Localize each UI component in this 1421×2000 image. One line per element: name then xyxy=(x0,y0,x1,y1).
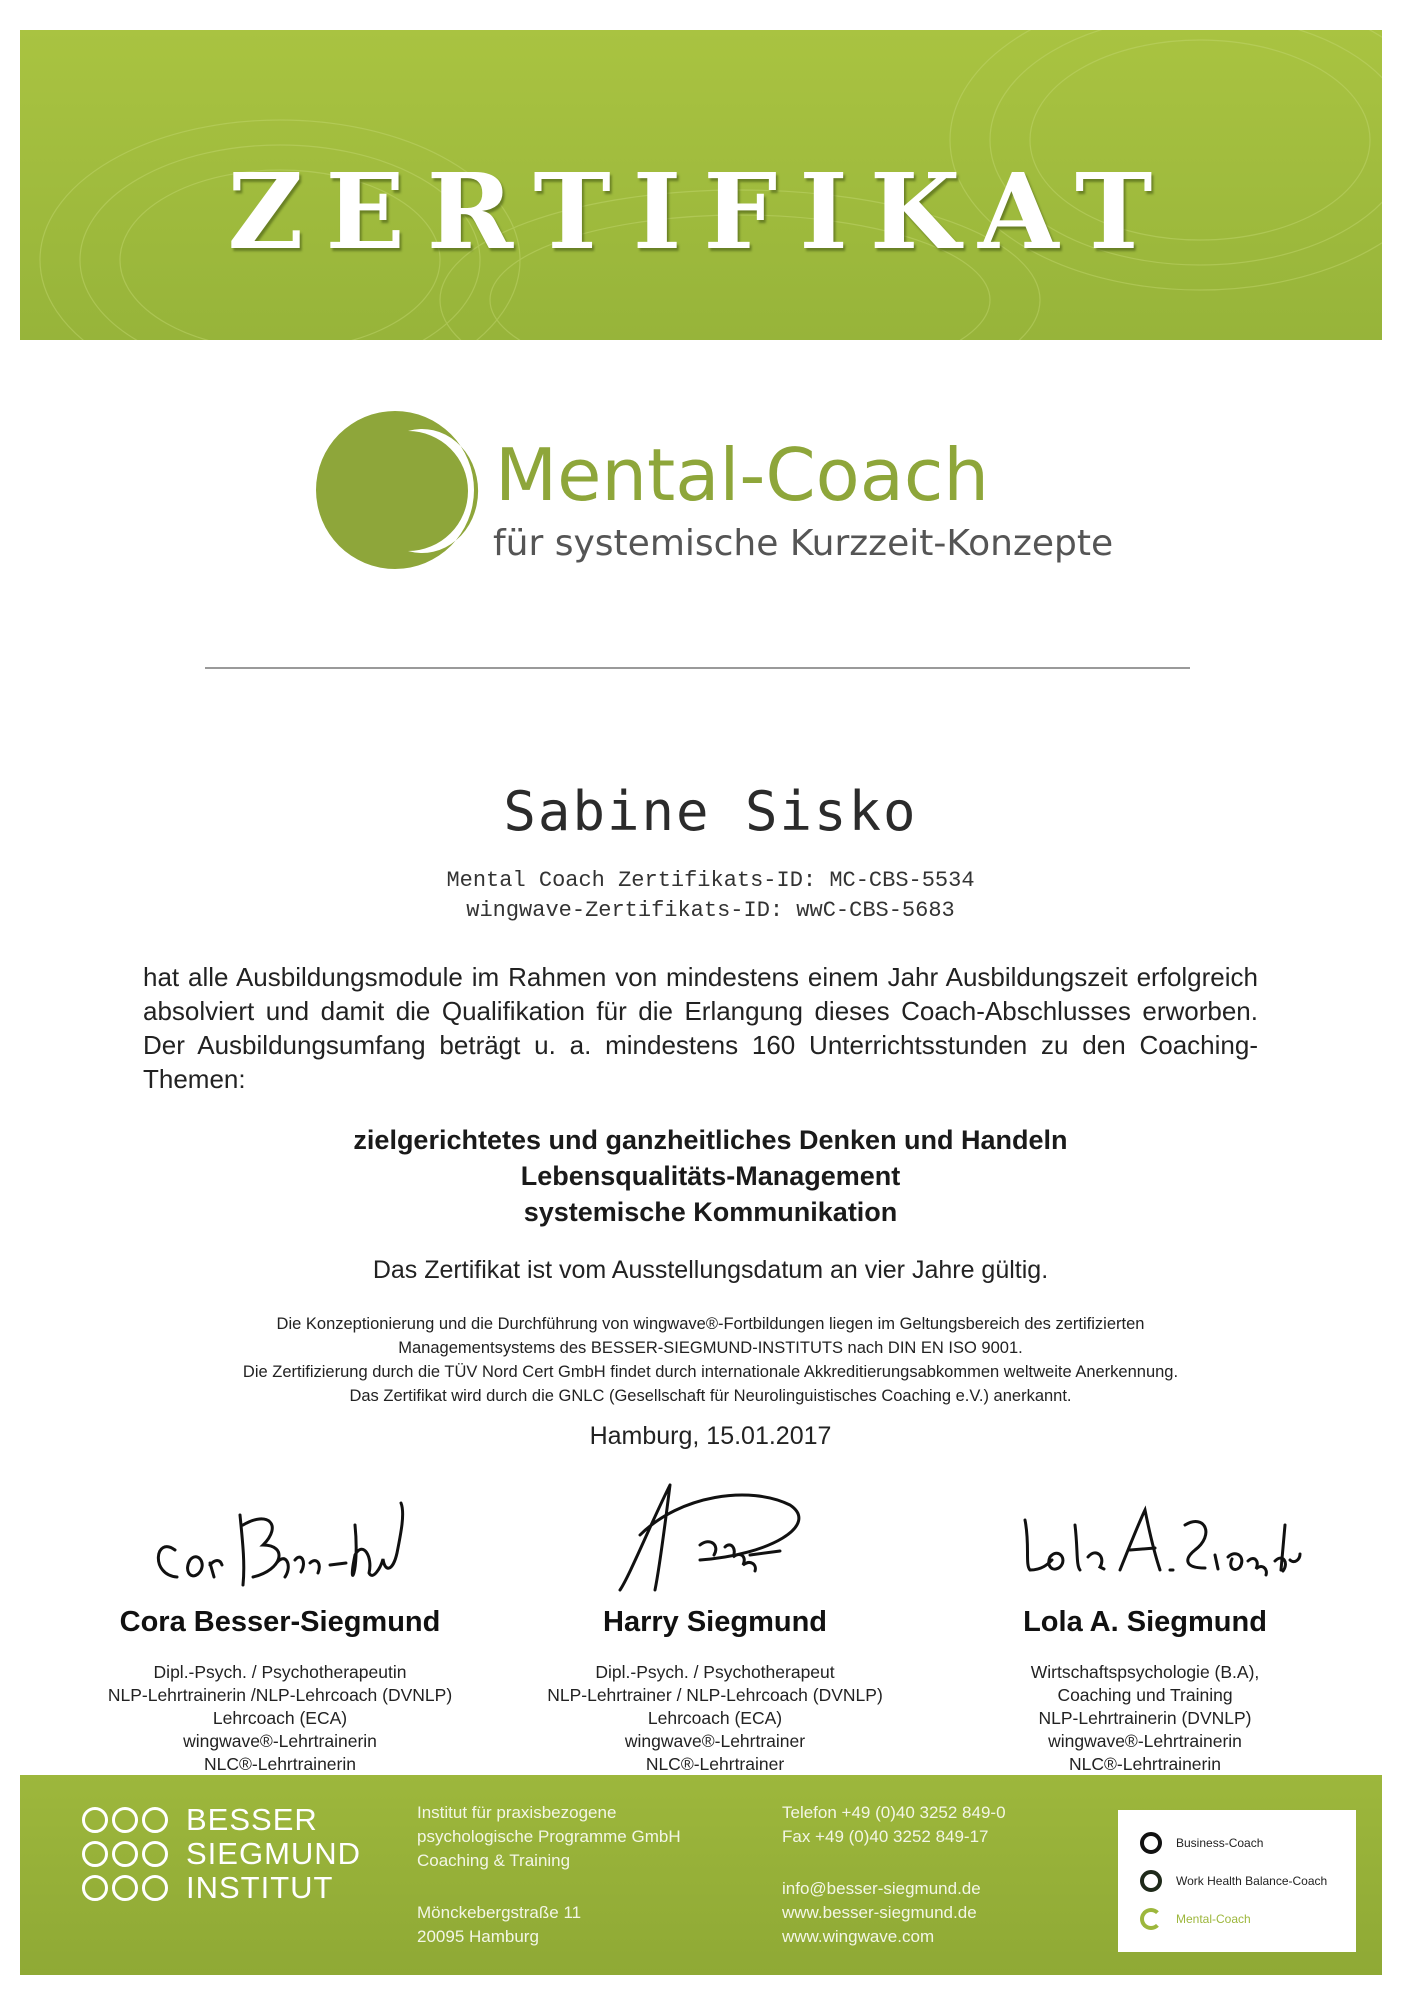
address-line: 20095 Hamburg xyxy=(417,1927,539,1946)
fineprint-line: Die Konzeptionierung und die Durchführung von wingwave®-Fortbildungen liegen im Geltungsbereich des zertifizierten xyxy=(276,1315,1145,1333)
signature-image xyxy=(980,1465,1310,1600)
signer-title-line: Wirtschaftspsychologie (B.A), xyxy=(1030,1662,1260,1682)
rings-icon xyxy=(82,1841,172,1867)
accreditation-fineprint xyxy=(0,1312,1421,1408)
org-line: Institut für praxisbezogene xyxy=(417,1803,617,1822)
validity-note: Das Zertifikat ist vom Ausstellungsdatum an vier Jahre gültig. xyxy=(372,1256,1049,1284)
topic-item: Lebensqualitäts-Management xyxy=(520,1161,901,1191)
mental-coach-id: Mental Coach Zertifikats-ID: MC-CBS-5534 xyxy=(446,868,975,893)
signer-name: Lola A. Siegmund xyxy=(1023,1606,1267,1638)
fax-text: Fax +49 (0)40 3252 849-17 xyxy=(782,1827,989,1846)
institute-info xyxy=(417,1801,681,1949)
signer-title-line: Dipl.-Psych. / Psychotherapeut xyxy=(595,1662,835,1682)
address-line: Mönckebergstraße 11 xyxy=(417,1903,582,1922)
program-logo xyxy=(310,405,1114,585)
signer-titles xyxy=(915,1661,1375,1776)
badge-work-health xyxy=(1140,1870,1327,1892)
ring-icon xyxy=(1140,1832,1162,1854)
signer-titles xyxy=(485,1661,945,1776)
signer-cora xyxy=(50,1465,510,1776)
signer-title-line: NLC®-Lehrtrainer xyxy=(645,1754,785,1774)
contact-info xyxy=(782,1801,1006,1949)
topic-item: zielgerichtetes und ganzheitliches Denken und Handeln xyxy=(353,1125,1068,1155)
program-title: Mental-Coach xyxy=(495,433,990,517)
signer-title-line: Coaching und Training xyxy=(1057,1685,1233,1705)
signer-name: Cora Besser-Siegmund xyxy=(119,1606,441,1638)
institute-word: SIEGMUND xyxy=(186,1836,362,1871)
place-date: Hamburg, 15.01.2017 xyxy=(589,1422,832,1450)
badge-label: Work Health Balance-Coach xyxy=(1176,1874,1328,1888)
divider xyxy=(205,667,1190,669)
coach-badges xyxy=(1118,1810,1356,1952)
org-line: psychologische Programme GmbH xyxy=(417,1827,681,1846)
signature-image xyxy=(115,1465,445,1600)
ring-icon xyxy=(1140,1870,1162,1892)
topics-list xyxy=(0,1122,1421,1230)
badge-label: Business-Coach xyxy=(1176,1836,1264,1850)
footer-band xyxy=(20,1775,1382,1975)
crescent-logo-icon xyxy=(310,405,480,575)
fineprint-line: Managementsystems des BESSER-SIEGMUND-INSTITUTS nach DIN EN ISO 9001. xyxy=(398,1339,1023,1357)
institute-word: INSTITUT xyxy=(186,1870,334,1905)
email-link[interactable]: info@besser-siegmund.de xyxy=(782,1879,981,1898)
signer-title-line: NLC®-Lehrtrainerin xyxy=(204,1754,356,1774)
signer-harry xyxy=(485,1465,945,1776)
crescent-icon xyxy=(1140,1908,1162,1930)
signer-title-line: Lehrcoach (ECA) xyxy=(212,1708,348,1728)
badge-label: Mental-Coach xyxy=(1176,1912,1251,1926)
signer-title-line: NLC®-Lehrtrainerin xyxy=(1069,1754,1221,1774)
rings-icon xyxy=(82,1807,172,1833)
website-link[interactable]: www.besser-siegmund.de xyxy=(782,1903,977,1922)
signer-title-line: NLP-Lehrtrainerin /NLP-Lehrcoach (DVNLP) xyxy=(107,1685,453,1705)
fineprint-line: Das Zertifikat wird durch die GNLC (Gesellschaft für Neurolinguistisches Coaching e.V.) anerkannt. xyxy=(349,1387,1072,1405)
certificate-ids xyxy=(0,866,1421,926)
org-line: Coaching & Training xyxy=(417,1851,571,1870)
recipient-name: Sabine Sisko xyxy=(503,780,918,843)
signer-title-line: Lehrcoach (ECA) xyxy=(647,1708,783,1728)
signature-image xyxy=(550,1465,880,1600)
institute-word: BESSER xyxy=(186,1802,318,1837)
signer-title-line: wingwave®-Lehrtrainerin xyxy=(1048,1731,1242,1751)
header-banner xyxy=(20,30,1382,340)
institute-logo xyxy=(82,1803,361,1905)
certificate-title: ZERTIFIKAT xyxy=(227,150,1175,273)
fineprint-line: Die Zertifizierung durch die TÜV Nord Cert GmbH findet durch internationale Akkreditierungsabkommen weltweite Anerkennung. xyxy=(242,1363,1179,1381)
website-link[interactable]: www.wingwave.com xyxy=(782,1927,935,1946)
wingwave-id: wingwave-Zertifikats-ID: wwC-CBS-5683 xyxy=(466,898,955,923)
qualification-paragraph: hat alle Ausbildungsmodule im Rahmen von mindestens einem Jahr Ausbildungszeit erfolgreich absolviert und damit die Qualifikation für die Erlangung dieses Coach-Abschlusses erworben. Der Ausbildungsumfang beträgt u. a. mindestens 160 Unterrichtsstunden zu den Coaching-Themen: xyxy=(143,962,1258,1094)
signer-title-line: NLP-Lehrtrainerin (DVNLP) xyxy=(1038,1708,1252,1728)
signer-titles xyxy=(50,1661,510,1776)
rings-icon xyxy=(82,1875,172,1901)
topic-item: systemische Kommunikation xyxy=(523,1197,898,1227)
phone-text: Telefon +49 (0)40 3252 849-0 xyxy=(782,1803,1006,1822)
signer-title-line: Dipl.-Psych. / Psychotherapeutin xyxy=(153,1662,407,1682)
signer-name: Harry Siegmund xyxy=(603,1606,827,1638)
badge-business-coach xyxy=(1140,1832,1263,1854)
signer-title-line: wingwave®-Lehrtrainer xyxy=(624,1731,806,1751)
badge-mental-coach xyxy=(1140,1908,1251,1930)
signer-title-line: NLP-Lehrtrainer / NLP-Lehrcoach (DVNLP) xyxy=(547,1685,883,1705)
signer-lola xyxy=(915,1465,1375,1776)
signer-title-line: wingwave®-Lehrtrainerin xyxy=(183,1731,377,1751)
program-subtitle: für systemische Kurzzeit-Konzepte xyxy=(493,523,1114,564)
